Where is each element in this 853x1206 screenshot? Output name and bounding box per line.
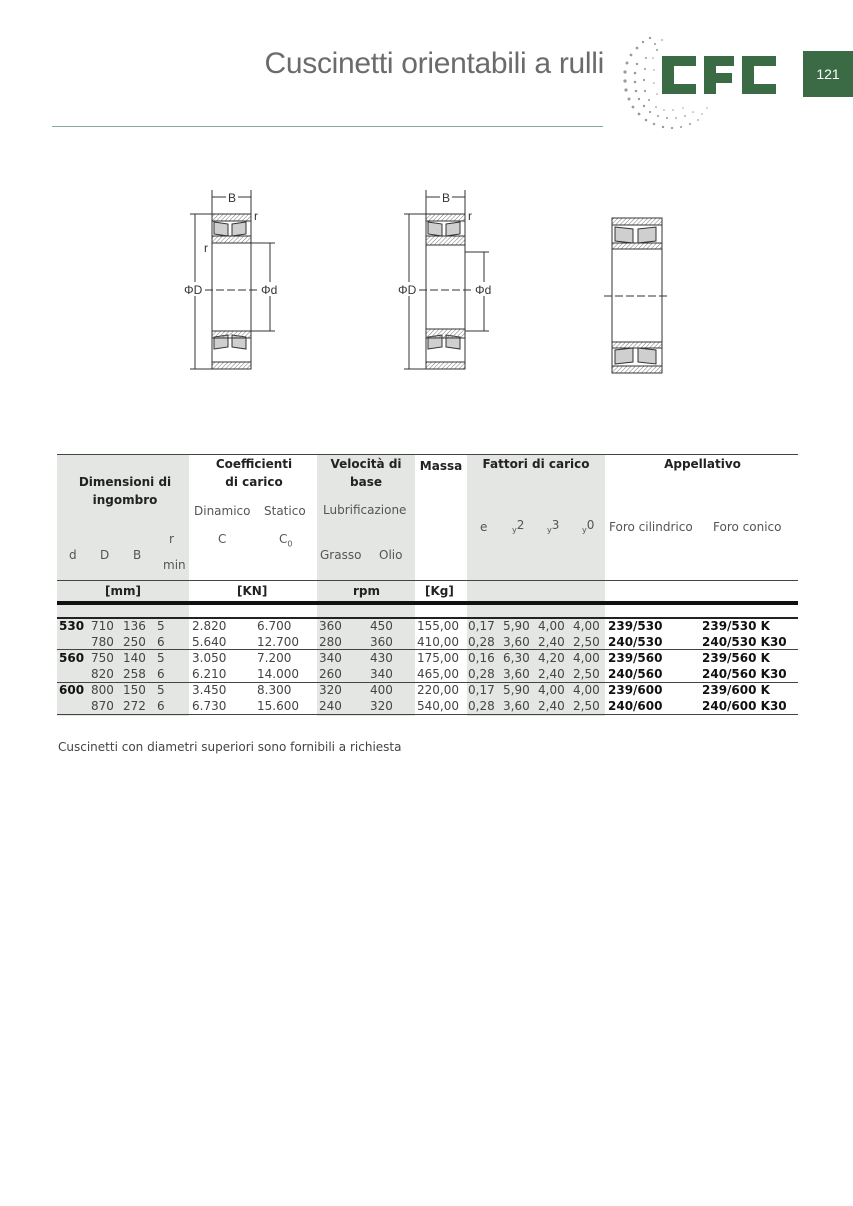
cell-y2: 6,30: [503, 651, 530, 665]
cell-con: 240/560 K30: [702, 667, 787, 681]
cell-C: 3.450: [192, 683, 227, 697]
cell-r: 6: [157, 667, 165, 681]
cell-r: 6: [157, 635, 165, 649]
cell-y2: 3,60: [503, 635, 530, 649]
footnote: Cuscinetti con diametri superiori sono fornibili a richiesta: [58, 740, 402, 754]
column-b: B: [133, 548, 142, 562]
bearing-drawing-tapered: [404, 190, 492, 369]
cell-cyl: 240/600: [608, 699, 663, 713]
cell-y3: 2,40: [538, 635, 565, 649]
cell-y2: 5,90: [503, 683, 530, 697]
cell-r: 6: [157, 699, 165, 713]
label-bore-diameter: Φd: [475, 283, 492, 297]
cell-C0: 14.000: [257, 667, 299, 681]
cell-con: 240/530 K30: [702, 635, 787, 649]
subheader-min: min: [163, 558, 186, 572]
cell-C: 3.050: [192, 651, 227, 665]
cell-y3: 2,40: [538, 667, 565, 681]
cell-mass: 175,00: [417, 651, 459, 665]
cell-oil: 430: [370, 651, 393, 665]
bearing-drawings: [0, 0, 853, 420]
subheader-c: C: [218, 532, 227, 546]
subheader-bore-conical: Foro conico: [713, 520, 782, 534]
cell-cyl: 239/560: [608, 651, 663, 665]
cell-y3: 4,20: [538, 651, 565, 665]
cell-r: 5: [157, 683, 165, 697]
cell-B: 150: [123, 683, 146, 697]
cell-d: 530: [59, 619, 85, 633]
column-y0: $_y$0: [582, 518, 595, 535]
subheader-bore-cylindrical: Foro cilindrico: [609, 520, 693, 534]
cell-C0: 6.700: [257, 619, 292, 633]
cell-oil: 320: [370, 699, 393, 713]
label-r: r: [204, 241, 208, 255]
subheader-r: r: [169, 532, 174, 546]
cell-D: 870: [91, 699, 114, 713]
cell-oil: 360: [370, 635, 393, 649]
header-mass: Massa: [419, 459, 463, 473]
cell-B: 258: [123, 667, 146, 681]
cell-oil: 400: [370, 683, 393, 697]
cell-e: 0,28: [468, 699, 495, 713]
cell-D: 710: [91, 619, 114, 633]
cell-C0: 15.600: [257, 699, 299, 713]
unit-mm: [mm]: [105, 584, 141, 598]
unit-kn: [KN]: [237, 584, 268, 598]
subheader-oil: Olio: [379, 548, 403, 562]
cell-D: 820: [91, 667, 114, 681]
unit-kg: [Kg]: [425, 584, 454, 598]
cell-y2: 3,60: [503, 699, 530, 713]
label-outer-diameter: ΦD: [184, 283, 203, 297]
label-b: B: [228, 191, 237, 205]
cell-mass: 220,00: [417, 683, 459, 697]
unit-rpm: rpm: [353, 584, 381, 598]
cell-C0: 12.700: [257, 635, 299, 649]
label-outer-diameter: ΦD: [398, 283, 417, 297]
cell-C: 6.210: [192, 667, 227, 681]
cell-D: 800: [91, 683, 114, 697]
cell-y0: 4,00: [573, 683, 600, 697]
cell-y0: 2,50: [573, 667, 600, 681]
column-outer-d: D: [100, 548, 110, 562]
cell-r: 5: [157, 619, 165, 633]
cell-e: 0,17: [468, 619, 495, 633]
label-r: r: [468, 209, 472, 223]
cell-cyl: 239/530: [608, 619, 663, 633]
cell-y2: 5,90: [503, 619, 530, 633]
cell-y3: 4,00: [538, 619, 565, 633]
cell-d: 560: [59, 651, 85, 665]
cell-y3: 4,00: [538, 683, 565, 697]
cell-mass: 465,00: [417, 667, 459, 681]
cell-C0: 7.200: [257, 651, 292, 665]
column-y2: $_y$2: [512, 518, 525, 535]
cell-C: 5.640: [192, 635, 227, 649]
cell-B: 272: [123, 699, 146, 713]
header-base-speed: Velocità di base: [330, 457, 402, 489]
cell-con: 239/600 K: [702, 683, 770, 697]
cell-cyl: 240/560: [608, 667, 663, 681]
subheader-c0: $C_0$: [279, 532, 293, 549]
cell-cyl: 240/530: [608, 635, 663, 649]
header-load-coefficients: Coefficienti di carico: [215, 457, 293, 489]
cell-y2: 3,60: [503, 667, 530, 681]
cell-y0: 2,50: [573, 635, 600, 649]
cell-y3: 2,40: [538, 699, 565, 713]
cell-grease: 280: [319, 635, 342, 649]
header-load-factors: Fattori di carico: [482, 457, 590, 471]
cell-mass: 410,00: [417, 635, 459, 649]
cell-e: 0,28: [468, 635, 495, 649]
label-r: r: [254, 209, 258, 223]
bearing-drawing-cylindrical: [190, 190, 278, 369]
cell-d: 600: [59, 683, 85, 697]
cell-con: 240/600 K30: [702, 699, 787, 713]
cell-C: 6.730: [192, 699, 227, 713]
cell-y0: 4,00: [573, 651, 600, 665]
subheader-dynamic: Dinamico: [194, 504, 251, 518]
subheader-static: Statico: [264, 504, 306, 518]
bearing-table: [57, 454, 798, 716]
cell-grease: 260: [319, 667, 342, 681]
header-dimensions: Dimensioni di ingombro: [78, 475, 172, 507]
page-title: Cuscinetti orientabili a rulli: [264, 47, 604, 80]
page-number: 121: [803, 51, 853, 97]
cell-oil: 340: [370, 667, 393, 681]
cell-grease: 340: [319, 651, 342, 665]
cell-mass: 155,00: [417, 619, 459, 633]
bearing-drawing-section: [604, 218, 670, 373]
label-b: B: [442, 191, 451, 205]
column-d: d: [69, 548, 77, 562]
cell-e: 0,17: [468, 683, 495, 697]
cell-oil: 450: [370, 619, 393, 633]
cell-grease: 360: [319, 619, 342, 633]
cell-con: 239/530 K: [702, 619, 770, 633]
cell-grease: 320: [319, 683, 342, 697]
cell-con: 239/560 K: [702, 651, 770, 665]
column-e: e: [480, 520, 488, 534]
cell-D: 750: [91, 651, 114, 665]
cell-y0: 4,00: [573, 619, 600, 633]
cell-cyl: 239/600: [608, 683, 663, 697]
header-designation: Appellativo: [664, 457, 741, 471]
label-bore-diameter: Φd: [261, 283, 278, 297]
cell-D: 780: [91, 635, 114, 649]
subheader-lubrication: Lubrificazione: [323, 503, 407, 517]
cell-e: 0,28: [468, 667, 495, 681]
cell-B: 136: [123, 619, 146, 633]
subheader-grease: Grasso: [320, 548, 362, 562]
cell-grease: 240: [319, 699, 342, 713]
cell-y0: 2,50: [573, 699, 600, 713]
cell-C: 2.820: [192, 619, 227, 633]
column-y3: $_y$3: [547, 518, 560, 535]
cell-B: 250: [123, 635, 146, 649]
cell-e: 0,16: [468, 651, 495, 665]
cell-mass: 540,00: [417, 699, 459, 713]
cell-C0: 8.300: [257, 683, 292, 697]
cell-r: 5: [157, 651, 165, 665]
cell-B: 140: [123, 651, 146, 665]
